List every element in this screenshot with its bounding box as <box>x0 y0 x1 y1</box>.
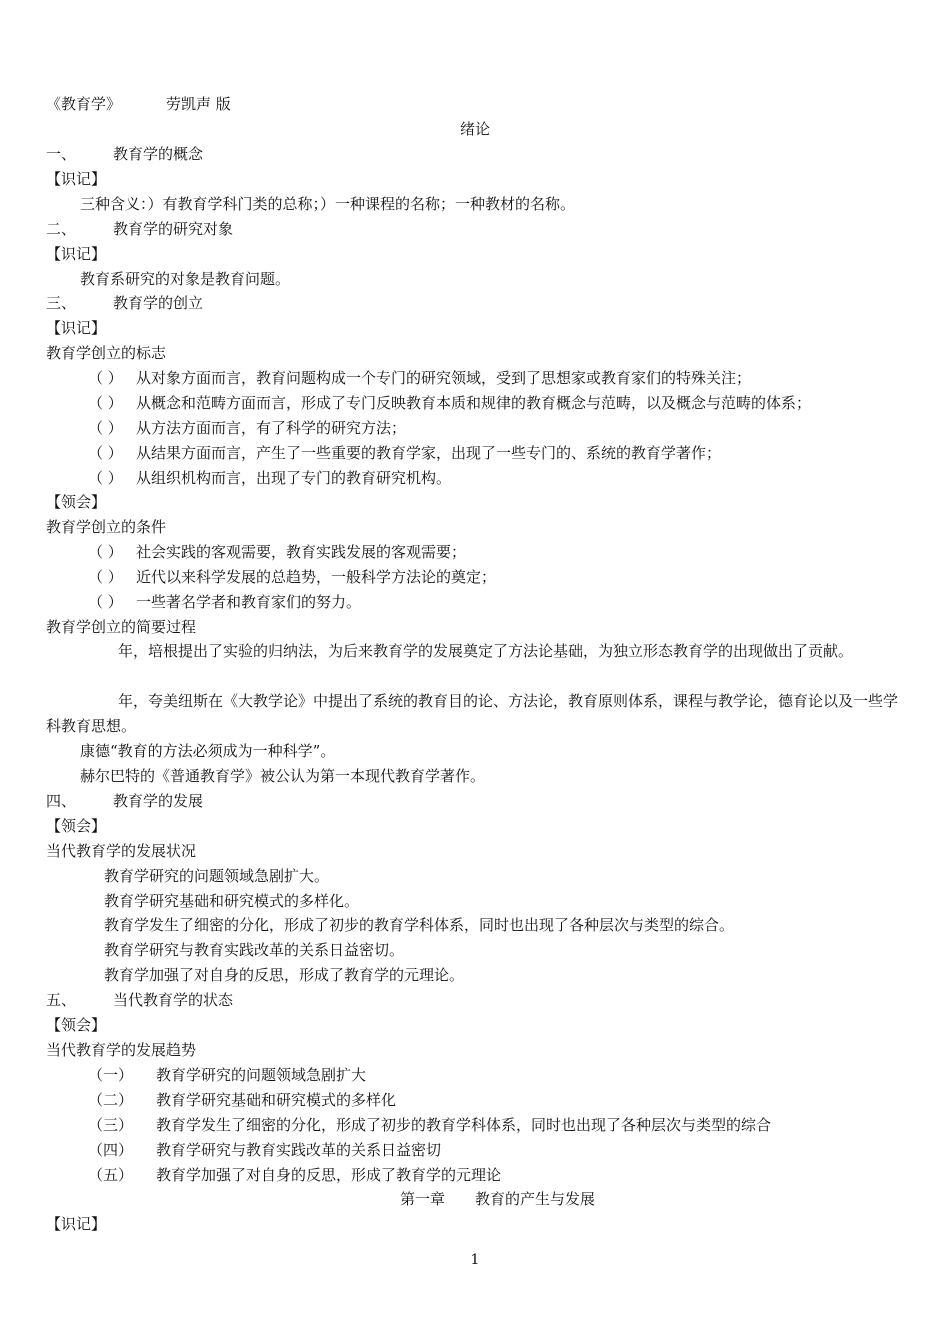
tag-label: 【领会】 <box>46 493 107 511</box>
list-item: 教育学研究基础和研究模式的多样化 <box>156 1091 397 1109</box>
tag-label: 【识记】 <box>46 319 107 337</box>
section-number: 四、 <box>46 792 77 810</box>
list-number: （五） <box>88 1166 134 1184</box>
list-item: 教育学研究与教育实践改革的关系日益密切 <box>156 1141 442 1159</box>
section-title: 教育学的概念 <box>113 145 204 163</box>
section-title: 教育学的发展 <box>113 792 204 810</box>
section-number: 五、 <box>46 991 77 1009</box>
list-number: （ ） <box>88 469 123 487</box>
book-author: 劳凯声 版 <box>166 95 231 113</box>
list-number: （ ） <box>88 369 123 387</box>
book-title: 《教育学》 <box>46 95 122 113</box>
subheading: 当代教育学的发展状况 <box>46 842 197 860</box>
list-item: 教育学研究的问题领域急剧扩大。 <box>104 867 330 885</box>
section-title: 教育学的研究对象 <box>113 220 234 238</box>
tag-label: 【领会】 <box>46 817 107 835</box>
list-item: 从组织机构而言，出现了专门的教育研究机构。 <box>136 469 452 487</box>
section-number: 二、 <box>46 220 77 238</box>
list-number: （ ） <box>88 593 123 611</box>
list-item: 教育学发生了细密的分化，形成了初步的教育学科体系，同时也出现了各种层次与类型的综合 <box>156 1116 772 1134</box>
list-item: 从方法方面而言，有了科学的研究方法； <box>136 419 407 437</box>
paragraph: 康德“教育的方法必须成为一种科学”。 <box>80 742 336 760</box>
list-number: （ ） <box>88 543 123 561</box>
list-number: （一） <box>88 1066 134 1084</box>
paragraph: 三种含义：）有教育学科门类的总称；）一种课程的名称；一种教材的名称。 <box>80 195 576 213</box>
list-item: 社会实践的客观需要，教育实践发展的客观需要； <box>136 543 467 561</box>
list-item: 教育学研究的问题领域急剧扩大 <box>156 1066 367 1084</box>
tag-label: 【识记】 <box>46 170 107 188</box>
tag-label: 【识记】 <box>46 245 107 263</box>
section-number: 三、 <box>46 294 77 312</box>
subheading: 教育学创立的简要过程 <box>46 618 197 636</box>
list-number: （ ） <box>88 568 123 586</box>
subheading: 教育学创立的条件 <box>46 518 167 536</box>
list-item: 教育学加强了对自身的反思，形成了教育学的元理论。 <box>104 966 465 984</box>
list-number: （ ） <box>88 394 123 412</box>
list-item: 近代以来科学发展的总趋势，一般科学方法论的奠定； <box>136 568 497 586</box>
list-item: 从概念和范畴方面而言，形成了专门反映教育本质和规律的教育概念与范畴，以及概念与范畴的体系； <box>136 394 812 412</box>
list-item: 教育学研究基础和研究模式的多样化。 <box>104 892 360 910</box>
chapter-number: 第一章 <box>400 1190 446 1208</box>
section-title: 当代教育学的状态 <box>113 991 234 1009</box>
tag-label: 【领会】 <box>46 1016 107 1034</box>
list-number: （ ） <box>88 419 123 437</box>
list-item: 教育学发生了细密的分化，形成了初步的教育学科体系，同时也出现了各种层次与类型的综合。 <box>104 916 735 934</box>
list-number: （ ） <box>88 444 123 462</box>
paragraph-text: 年，培根提出了实验的归纳法，为后来教育学的发展奠定了方法论基础，为独立形态教育学的出现做出了贡献。 <box>118 642 854 660</box>
list-number: （四） <box>88 1141 134 1159</box>
paragraph: 赫尔巴特的《普通教育学》被公认为第一本现代教育学著作。 <box>80 767 486 785</box>
list-item: 从对象方面而言，教育问题构成一个专门的研究领域，受到了思想家或教育家们的特殊关注； <box>136 369 752 387</box>
list-item: 一些著名学者和教育家们的努力。 <box>136 593 362 611</box>
tag-label: 【识记】 <box>46 1215 107 1233</box>
list-number: （三） <box>88 1116 134 1134</box>
paragraph <box>46 639 906 664</box>
subheading: 教育学创立的标志 <box>46 344 167 362</box>
intro-title: 绪论 <box>459 120 490 138</box>
subheading: 当代教育学的发展趋势 <box>46 1041 197 1059</box>
section-title: 教育学的创立 <box>113 294 204 312</box>
paragraph-text: 年，夸美纽斯在《大教学论》中提出了系统的教育目的论、方法论，教育原则体系，课程与教学论，德育论以及一些学科教育思想。 <box>46 692 899 735</box>
chapter-title: 教育的产生与发展 <box>475 1190 596 1208</box>
list-item: 从结果方面而言，产生了一些重要的教育学家，出现了一些专门的、系统的教育学著作； <box>136 444 722 462</box>
page-number: 1 <box>470 1252 480 1268</box>
list-item: 教育学研究与教育实践改革的关系日益密切。 <box>104 941 405 959</box>
section-number: 一、 <box>46 145 77 163</box>
paragraph: 教育系研究的对象是教育问题。 <box>80 270 291 288</box>
paragraph <box>46 689 906 739</box>
list-number: （二） <box>88 1091 134 1109</box>
list-item: 教育学加强了对自身的反思，形成了教育学的元理论 <box>156 1166 502 1184</box>
